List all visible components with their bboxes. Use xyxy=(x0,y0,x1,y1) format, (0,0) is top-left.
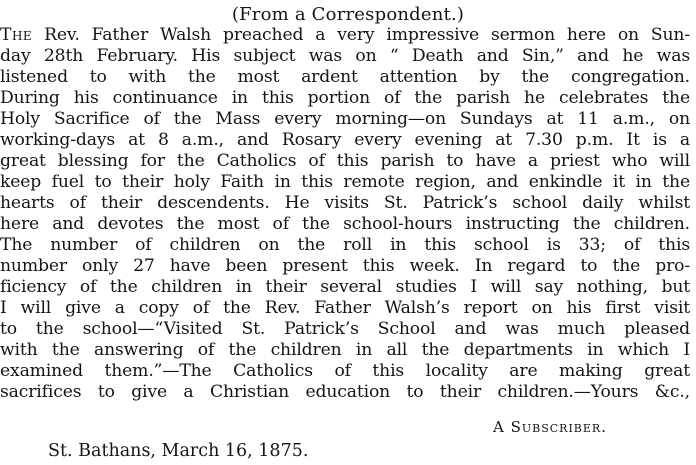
article-line-10: here and devotes the most of the school-hours instructing the children. xyxy=(0,214,690,234)
article-line-17: examined them.”—The Catholics of this locality are making great xyxy=(0,361,690,381)
article-line-18: sacrifices to give a Christian education to their children.—Yours &c., xyxy=(0,382,690,402)
article-line-1-text: Rev. Father Walsh preached a very impressive sermon here on Sun- xyxy=(32,25,690,45)
article-line-13: ficiency of the children in their several studies I will say nothing, but xyxy=(0,277,690,297)
article-line-11: The number of children on the roll in this school is 33; of this xyxy=(0,235,690,255)
article-line-14: I will give a copy of the Rev. Father Walsh’s report on his first visit xyxy=(0,298,690,318)
article-line-5: Holy Sacrifice of the Mass every morning—on Sundays at 11 a.m., on xyxy=(0,109,690,129)
article-line-4: During his continuance in this portion of the parish he celebrates the xyxy=(0,88,690,108)
correspondent-heading: (From a Correspondent.) xyxy=(231,4,465,25)
article-line-3: listened to with the most ardent attention by the congregation. xyxy=(0,67,690,87)
article-line-6: working-days at 8 a.m., and Rosary every evening at 7.30 p.m. It is a xyxy=(0,130,690,150)
article-line-2: day 28th February. His subject was on “ Death and Sin,” and he was xyxy=(0,46,690,66)
article-line-9: hearts of their descendents. He visits St. Patrick’s school daily whilst xyxy=(0,193,690,213)
article-line-16: with the answering of the children in all the departments in which I xyxy=(0,340,690,360)
signature: A Subscriber. xyxy=(493,418,607,436)
lead-word: The xyxy=(0,25,33,45)
article-line-7: great blessing for the Catholics of this parish to have a priest who will xyxy=(0,151,690,171)
article-line-12: number only 27 have been present this week. In regard to the pro- xyxy=(0,256,690,276)
article-line-15: to the school—“Visited St. Patrick’s School and was much pleased xyxy=(0,319,690,339)
article-line-8: keep fuel to their holy Faith in this remote region, and enkindle it in the xyxy=(0,172,690,192)
article-line-1 xyxy=(0,25,690,45)
dateline: St. Bathans, March 16, 1875. xyxy=(48,441,309,461)
